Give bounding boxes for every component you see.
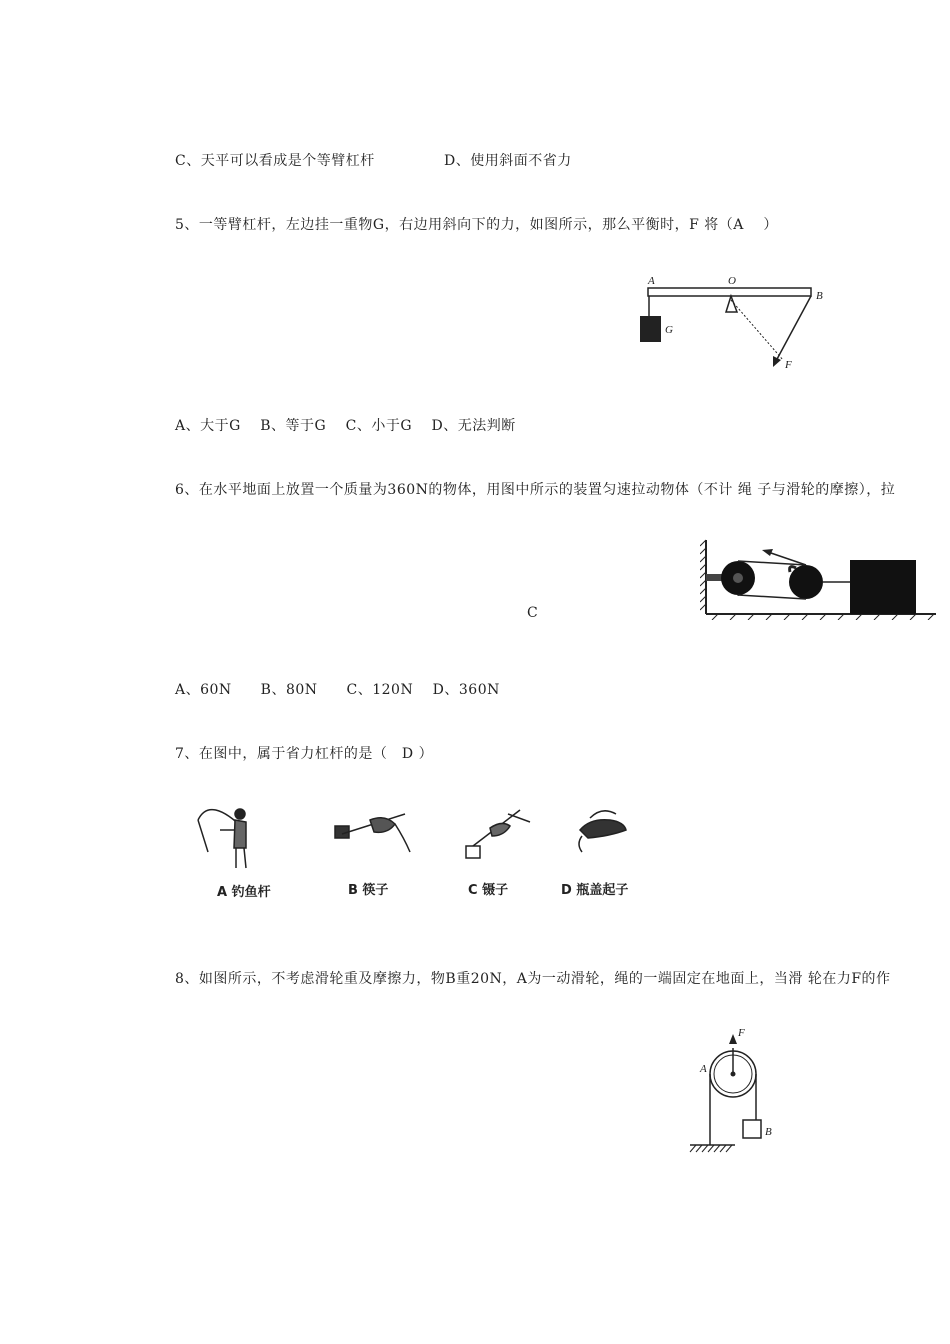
label-b: B	[816, 290, 823, 302]
chopsticks-figure	[335, 814, 410, 852]
q6-pulley-figure	[700, 538, 940, 620]
object-block	[850, 560, 916, 614]
label-f: F	[785, 359, 792, 371]
block-b	[743, 1120, 761, 1138]
moving-pulley	[789, 565, 823, 599]
q4-options	[175, 150, 572, 170]
q5-options: A、大于G B、等于G C、小于G D、无法判断	[175, 418, 516, 434]
q7-stem: 7、在图中，属于省力杠杆的是（ D ）	[175, 746, 434, 762]
q6-options: A、60N B、80N C、120N D、360N	[175, 682, 500, 698]
force-arrow	[729, 1034, 737, 1044]
label-g: G	[665, 324, 673, 336]
label-b: B	[765, 1126, 772, 1138]
q6-answer: C	[527, 605, 539, 621]
q6-stem: 6、在水平地面上放置一个质量为360N的物体，用图中所示的装置匀速拉动物体（不计 绳 子与滑轮的摩擦），拉	[175, 482, 896, 498]
weight-block	[640, 316, 661, 342]
fishing-rod-figure	[198, 809, 246, 868]
caption-d: D 瓶盖起子	[561, 883, 629, 898]
q8-pulley-figure	[680, 1022, 790, 1157]
label-a: A	[648, 275, 655, 287]
moment-arm	[731, 300, 783, 360]
pull-arrow	[762, 549, 773, 556]
label-f: F	[738, 1027, 745, 1039]
label-a: A	[700, 1063, 707, 1075]
fulcrum	[726, 296, 737, 312]
lever-beam	[648, 288, 811, 296]
force-line	[776, 296, 811, 361]
caption-c: C 镊子	[468, 883, 509, 898]
caption-b: B 筷子	[348, 883, 389, 898]
caption-a: A 钓鱼杆	[217, 885, 271, 900]
bottle-opener-figure	[579, 811, 626, 852]
q8-stem: 8、如图所示，不考虑滑轮重及摩擦力，物B重20N，A为一动滑轮，绳的一端固定在地面上，当滑 轮在力F的作	[175, 971, 891, 987]
label-o: O	[728, 275, 736, 287]
q4-option-c: C、天平可以看成是个等臂杠杆	[175, 153, 375, 169]
q5-lever-figure	[630, 270, 840, 375]
tweezers-figure	[466, 810, 530, 858]
q5-stem: 5、一等臂杠杆，左边挂一重物G，右边用斜向下的力，如图所示，那么平衡时，F 将（A ）	[175, 217, 778, 233]
q7-lever-figures	[190, 800, 660, 905]
q4-option-d: D、使用斜面不省力	[444, 153, 572, 169]
